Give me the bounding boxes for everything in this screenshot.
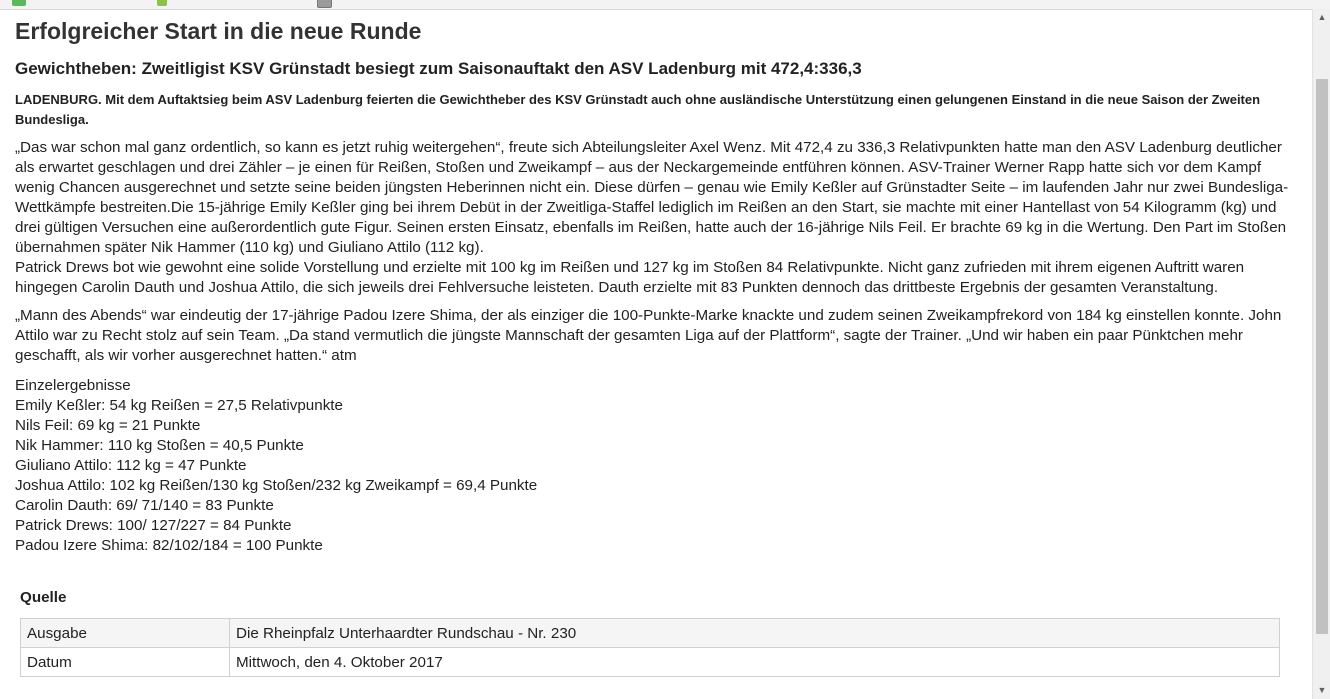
scroll-down-icon[interactable]: ▼ bbox=[1317, 685, 1327, 695]
scroll-up-icon[interactable]: ▲ bbox=[1317, 12, 1327, 22]
paragraph-text: Patrick Drews bot wie gewohnt eine solide Vorstellung und erzielte mit 100 kg im Reißen und 127 kg im Stoßen 84 Relativpunkte. Nicht ganz zufrieden mit ihrem eigenen Auftritt waren hingegen Carolin Dauth und Joshua Attilo, die sich jeweils drei Fehlversuche leisteten. Dauth erzielte mit 83 Punkten dennoch das drittbeste Ergebnis der gesamten Veranstaltung. bbox=[15, 259, 1245, 296]
result-item: Padou Izere Shima: 82/102/184 = 100 Punkte bbox=[15, 537, 323, 554]
toolbar-item-label[interactable] bbox=[32, 0, 142, 3]
source-key: Datum bbox=[21, 648, 230, 677]
print-icon[interactable] bbox=[317, 0, 332, 8]
results-list bbox=[15, 376, 1295, 556]
source-key: Ausgabe bbox=[21, 619, 230, 648]
table-row bbox=[21, 648, 1280, 677]
source-heading: Quelle bbox=[20, 589, 67, 606]
source-value: Die Rheinpfalz Unterhaardter Rundschau - Nr. 230 bbox=[230, 619, 1280, 648]
result-item: Joshua Attilo: 102 kg Reißen/130 kg Stoßen/232 kg Zweikampf = 69,4 Punkte bbox=[15, 477, 538, 494]
article-paragraph bbox=[15, 138, 1295, 298]
result-item: Patrick Drews: 100/ 127/227 = 84 Punkte bbox=[15, 517, 292, 534]
toolbar-item-label[interactable] bbox=[175, 0, 305, 3]
result-item: Nik Hammer: 110 kg Stoßen = 40,5 Punkte bbox=[15, 437, 304, 454]
table-row bbox=[21, 619, 1280, 648]
result-item: Giuliano Attilo: 112 kg = 47 Punkte bbox=[15, 457, 247, 474]
article-content bbox=[15, 9, 1295, 699]
article-subtitle: Gewichtheben: Zweitligist KSV Grünstadt besiegt zum Saisonauftakt den ASV Ladenburg mit 472,4:336,3 bbox=[15, 59, 862, 78]
source-value: Mittwoch, den 4. Oktober 2017 bbox=[230, 648, 1280, 677]
result-item: Emily Keßler: 54 kg Reißen = 27,5 Relativpunkte bbox=[15, 397, 343, 414]
paragraph-text: „Das war schon mal ganz ordentlich, so kann es jetzt ruhig weitergehen“, freute sich Abteilungsleiter Axel Wenz. Mit 472,4 zu 336,3 Relativpunkten hatte man den ASV Ladenburg deutlicher als erwartet geschlagen und drei Zähler – je einen für Reißen, Stoßen und Zweikampf – aus der Neckargemeinde entführen können. ASV-Trainer Werner Rapp hatte sich vor dem Kampf wenig Chancen ausgerechnet und setzte seine beiden jüngsten Heberinnen nicht ein. Diese dürfen – genau wie Emily Keßler auf Grünstadter Seite – im laufenden Jahr nur zwei Bundesliga-Wettkämpfe bestreiten.Die 15-jährige Emily Keßler ging bei ihrem Debüt in der Zweitliga-Staffel lediglich im Reißen an den Start, sie machte mit einer Hantellast von 54 Kilogramm (kg) und drei gültigen Versuchen eine außerordentlich gute Figur. Seinen ersten Einsatz, ebenfalls im Reißen, hatte auch der 16-jährige Nils Feil. Er brachte 69 kg in die Wertung. Den Part im Stoßen übernahmen später Nik Hammer (110 kg) und Giuliano Attilo (112 kg). bbox=[15, 139, 1289, 256]
article-lead: LADENBURG. Mit dem Auftaktsieg beim ASV Ladenburg feierten die Gewichtheber des KSV Grünstadt auch ohne ausländische Unterstützung einen gelungenen Einstand in die neue Saison der Zweiten Bundesliga. bbox=[15, 92, 1261, 127]
scroll-thumb[interactable] bbox=[1316, 79, 1328, 634]
green-app-icon[interactable] bbox=[12, 0, 26, 6]
result-item: Carolin Dauth: 69/ 71/140 = 83 Punkte bbox=[15, 497, 274, 514]
results-heading: Einzelergebnisse bbox=[15, 377, 131, 394]
result-item: Nils Feil: 69 kg = 21 Punkte bbox=[15, 417, 201, 434]
article-paragraph: „Mann des Abends“ war eindeutig der 17-jährige Padou Izere Shima, der als einziger die 100-Punkte-Marke knackte und zudem seinen Zweikampfrekord von 184 kg einstellen konnte. John Attilo war zu Recht stolz auf sein Team. „Da stand vermutlich die jüngste Mannschaft der gesamten Liga auf der Plattform“, sagte der Trainer. „Und wir haben ein paar Pünktchen mehr geschafft, als wir vorher ausgerechnet hatten.“ atm bbox=[15, 307, 1282, 364]
article-title: Erfolgreicher Start in die neue Runde bbox=[15, 18, 422, 44]
source-table bbox=[20, 618, 1280, 677]
vertical-scrollbar[interactable] bbox=[1312, 9, 1330, 699]
add-icon[interactable] bbox=[157, 0, 167, 6]
